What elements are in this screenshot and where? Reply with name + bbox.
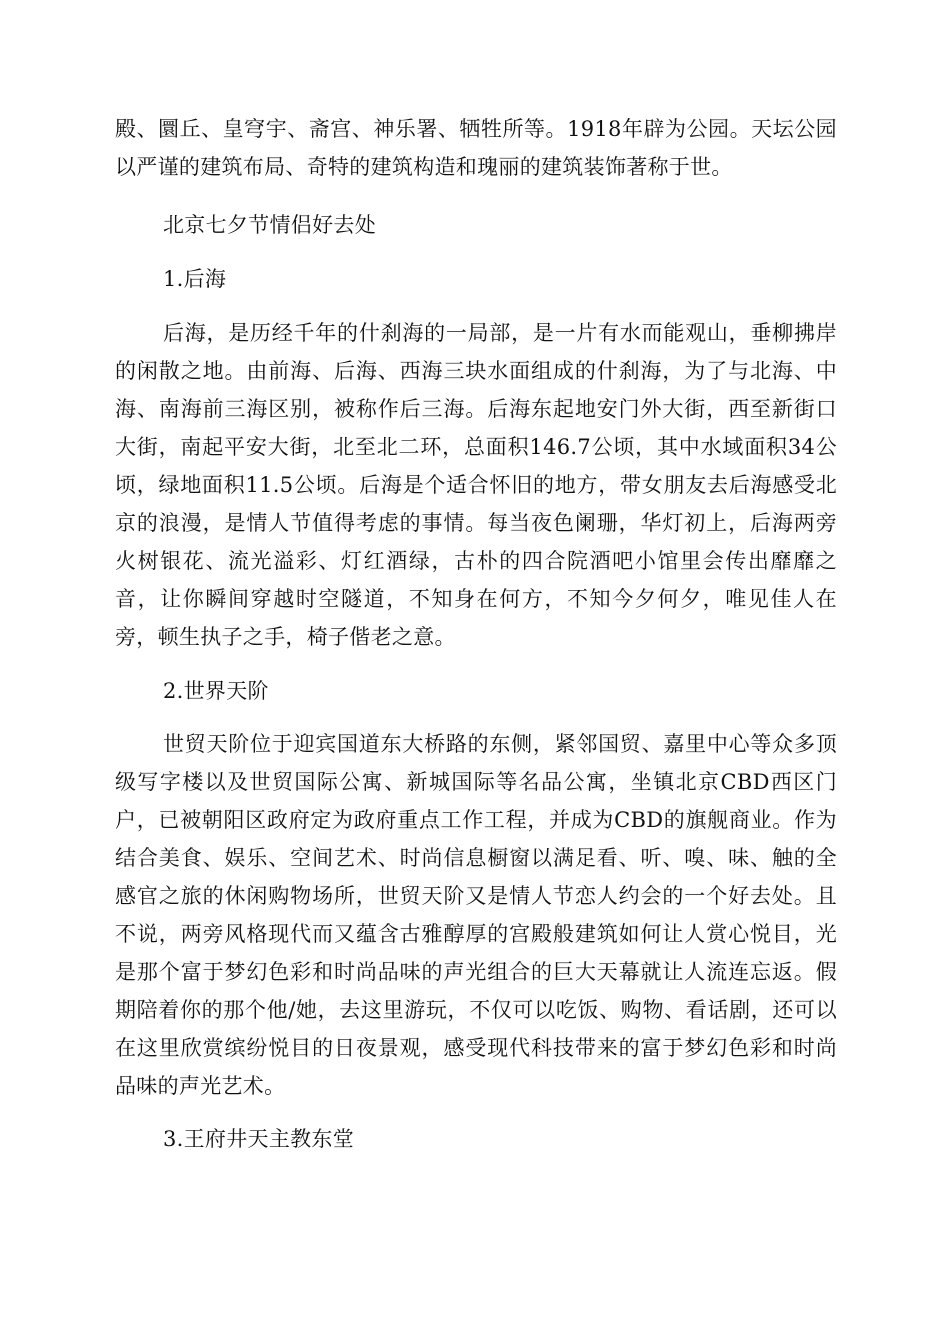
item-heading-tianjie: 2.世界天阶 [163,679,269,703]
item-heading-houhai: 1.后海 [163,267,227,291]
item-body-houhai: 后海，是历经千年的什刹海的一局部，是一片有水而能观山，垂柳拂岸的闲散之地。由前海、后海、西海三块水面组成的什刹海，为了与北海、中海、南海前三海区别，被称作后三海。后海东起地安门外大街，西至新街口大街，南起平安大街，北至北二环，总面积146.7公顷，其中水域面积34公顷，绿地面积11.5公顷。后海是个适合怀旧的地方，带女朋友去后海感受北京的浪漫，是情人节值得考虑的事情。每当夜色阑珊，华灯初上，后海两旁火树银花、流光溢彩、灯红酒绿，古朴的四合院酒吧小馆里会传出靡靡之音，让你瞬间穿越时空隧道，不知身在何方，不知今夕何夕，唯见佳人在旁，顿生执子之手，椅子偕老之意。 [115,321,837,649]
section-title: 北京七夕节情侣好去处 [163,213,376,237]
item-body-tianjie: 世贸天阶位于迎宾国道东大桥路的东侧，紧邻国贸、嘉里中心等众多顶级写字楼以及世贸国际公寓、新城国际等名品公寓，坐镇北京CBD西区门户，已被朝阳区政府定为政府重点工作工程，并成为CBD的旗舰商业。作为结合美食、娱乐、空间艺术、时尚信息橱窗以满足看、听、嗅、味、触的全感官之旅的休闲购物场所，世贸天阶又是情人节恋人约会的一个好去处。且不说，两旁风格现代而又蕴含古雅醇厚的宫殿般建筑如何让人赏心悦目，光是那个富于梦幻色彩和时尚品味的声光组合的巨大天幕就让人流连忘返。假期陪着你的那个他/她，去这里游玩，不仅可以吃饭、购物、看话剧，还可以在这里欣赏缤纷悦目的日夜景观，感受现代科技带来的富于梦幻色彩和时尚品味的声光艺术。 [115,732,837,1098]
intro-paragraph: 殿、圜丘、皇穹宇、斋宫、神乐署、牺牲所等。1918年辟为公园。天坛公园以严谨的建筑布局、奇特的建筑构造和瑰丽的建筑装饰著称于世。 [115,117,837,179]
item-heading-dongtang: 3.王府井天主教东堂 [163,1127,355,1151]
